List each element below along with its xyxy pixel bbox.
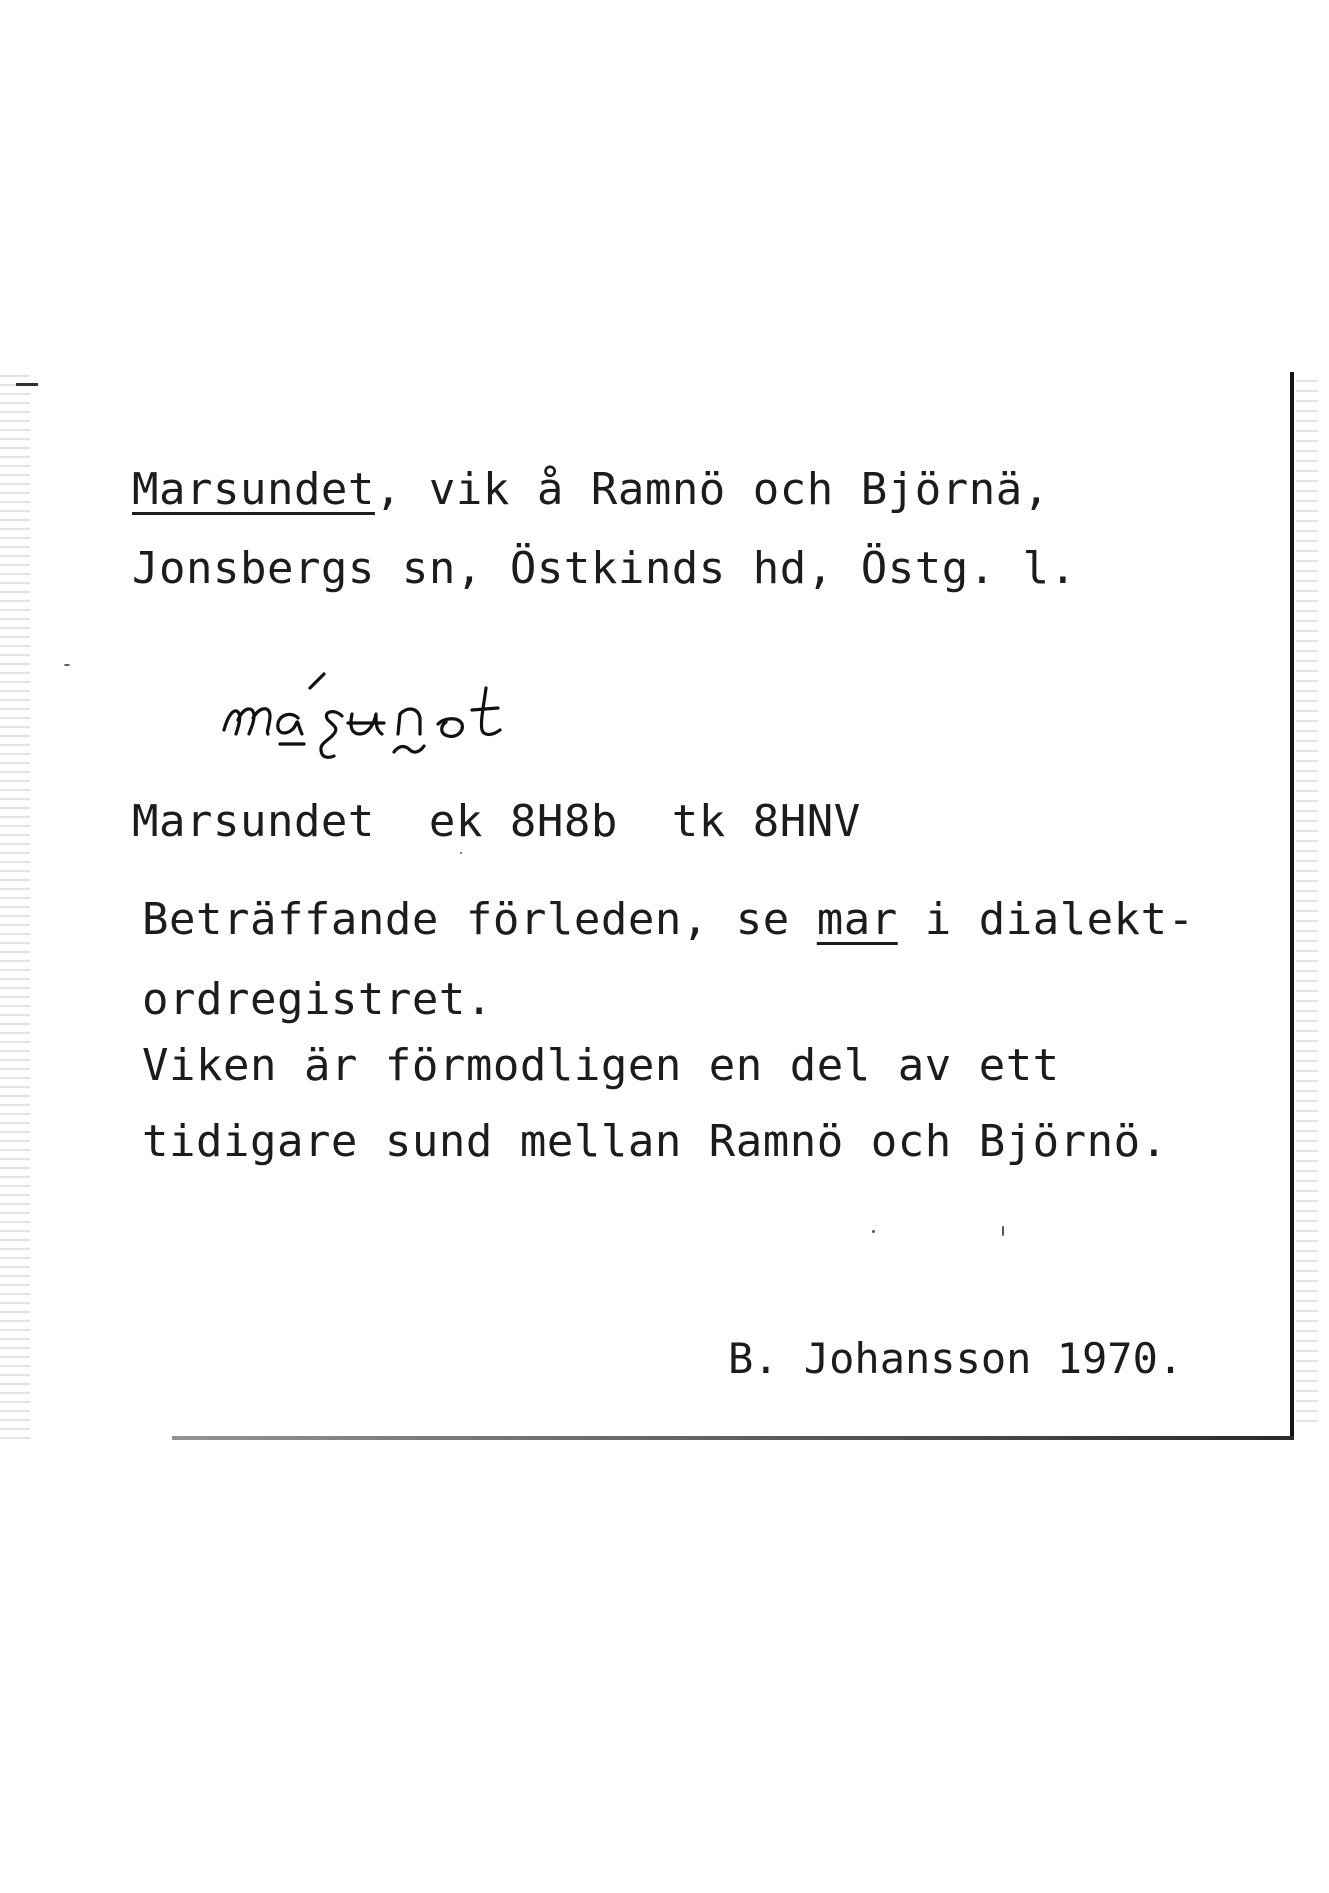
- scan-speck: [872, 1230, 875, 1233]
- note-line-3: Viken är förmodligen en del av ett: [142, 1040, 1060, 1091]
- author-signature: B. Johansson 1970.: [728, 1334, 1184, 1383]
- reference-line: Marsundet ek 8H8b tk 8HNV: [132, 796, 861, 847]
- card-bottom-edge: [172, 1436, 1294, 1440]
- place-name: Marsundet: [132, 464, 375, 515]
- scan-speck: [460, 852, 462, 854]
- scan-speck: [64, 664, 70, 666]
- card-right-shadow: [1296, 380, 1318, 1430]
- note-line-1-start: Beträffande förleden, se: [142, 894, 817, 945]
- note-line-2: ordregistret.: [142, 974, 493, 1025]
- note-line-4: tidigare sund mellan Ramnö och Björnö.: [142, 1116, 1168, 1167]
- place-description: , vik å Ramnö och Björnä,: [374, 464, 1050, 515]
- dialect-word-link: mar: [816, 894, 898, 945]
- note-line-1: [142, 894, 1195, 945]
- note-line-1-end: i dialekt-: [897, 894, 1195, 945]
- card-right-edge: [1290, 372, 1294, 1440]
- scan-speck: [1002, 1226, 1004, 1236]
- handwritten-pronunciation: [218, 660, 578, 784]
- card-heading: [132, 464, 1050, 515]
- location-line: Jonsbergs sn, Östkinds hd, Östg. l.: [132, 543, 1077, 594]
- pronunciation-drawing: [218, 660, 578, 780]
